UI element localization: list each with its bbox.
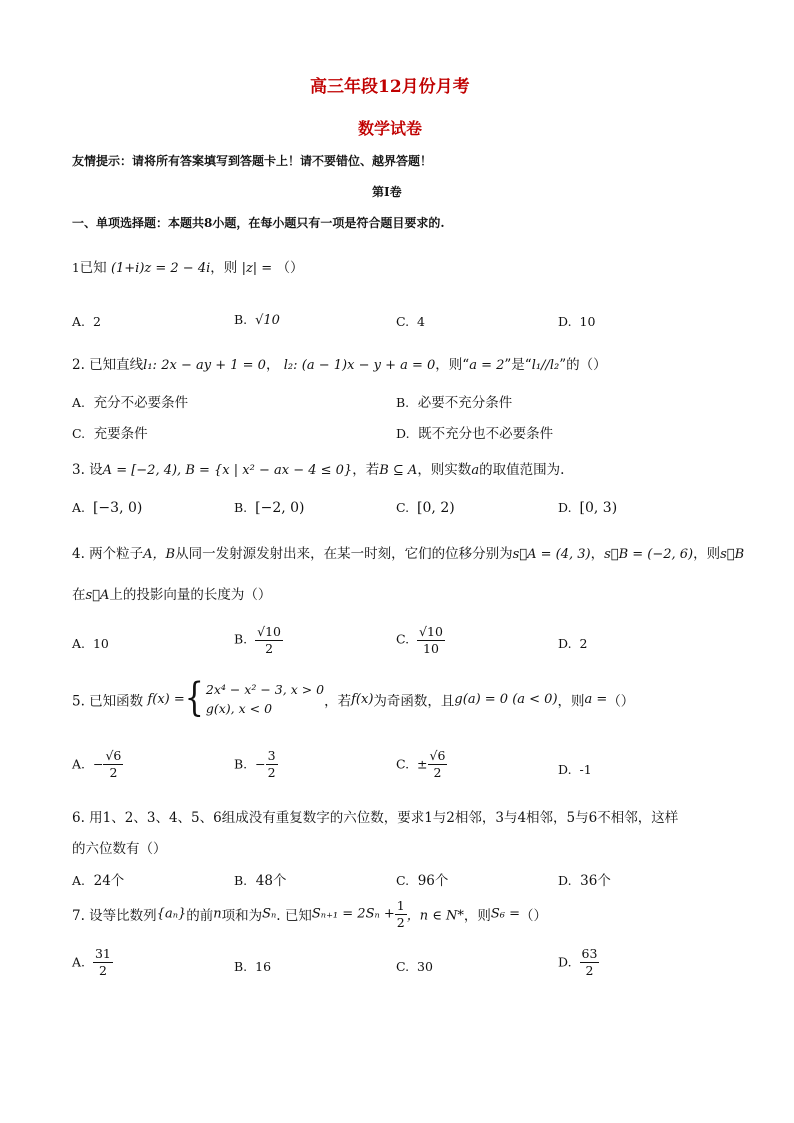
- q2-option-c: C. 充要条件: [72, 426, 148, 442]
- fraction: $\frac{√10}{10}$: [419, 624, 443, 656]
- q5-option-a: A. − $\frac{√6}{2}$: [72, 748, 122, 780]
- q6-option-c: C. 96个: [396, 873, 449, 889]
- question-5: 5. 已知函数 f(x) ={ 2x⁴ − x² − 3, x > 0 g(x), x < 0 ，若f(x)为奇函数，且g(a) = 0 (a < 0)，则a =（）: [72, 675, 635, 722]
- question-2: 2. 已知直线l₁: 2x − ay + 1 = 0， l₂: (a − 1)x − y + a = 0，则“a = 2”是“l₁//l₂”的（）: [72, 357, 607, 373]
- q7-option-b: B. 16: [234, 959, 272, 974]
- q3-option-c: C. [0, 2): [396, 500, 455, 516]
- question-4-line-2: 在s⃗A上的投影向量的长度为（）: [72, 587, 272, 603]
- modulus: |z| =: [241, 261, 273, 276]
- fraction: $\frac{3}{2}$: [267, 748, 276, 780]
- q4-option-c: C. $\frac{√10}{10}$: [396, 624, 443, 656]
- q6-option-b: B. 48个: [234, 873, 287, 889]
- equation: (1+i)z = 2 − 4i: [110, 261, 211, 276]
- fraction: $\frac{1}{2}$: [396, 898, 405, 930]
- q1-option-c: C. 4: [396, 314, 425, 329]
- question-6-line-2: 的六位数有（）: [72, 841, 167, 857]
- fraction: $\frac{63}{2}$: [581, 946, 598, 978]
- q4-option-a: A. 10: [72, 636, 109, 651]
- q7-option-d: D. $\frac{63}{2}$: [558, 946, 598, 978]
- q4-option-b: B. $\frac{√10}{2}$: [234, 624, 281, 656]
- q5-option-b: B. − $\frac{3}{2}$: [234, 748, 276, 780]
- question-4-line-1: 4. 两个粒子A，B从同一发射源发射出来，在某一时刻，它们的位移分别为s⃗A = (4, 3)，s⃗B = (−2, 6)，则s⃗B: [72, 546, 745, 562]
- q4-option-d: D. 2: [558, 636, 588, 651]
- q3-option-d: D. [0, 3): [558, 500, 618, 516]
- fraction: $\frac{√10}{2}$: [257, 624, 281, 656]
- brace: {: [184, 675, 204, 722]
- q3-option-a: A. [−3, 0): [72, 500, 143, 516]
- question-3: 3. 设A = [−2, 4), B = {x | x² − ax − 4 ≤ 0}，若B ⊆ A，则实数a的取值范围为.: [72, 462, 565, 478]
- piecewise-cases: 2x⁴ − x² − 3, x > 0 g(x), x < 0: [205, 682, 325, 717]
- q1-option-d: D. 10: [558, 314, 596, 329]
- volume-label: 第Ⅰ卷: [372, 185, 402, 199]
- q2-option-a: A. 充分不必要条件: [72, 395, 189, 411]
- exam-title: 高三年段12月份月考: [310, 77, 470, 97]
- q7-option-a: A. $\frac{31}{2}$: [72, 946, 111, 978]
- q6-option-d: D. 36个: [558, 873, 611, 889]
- q2-option-b: B. 必要不充分条件: [396, 395, 513, 411]
- question-number: 1: [72, 261, 80, 275]
- fraction: $\frac{31}{2}$: [94, 946, 111, 978]
- fraction: $\frac{√6}{2}$: [105, 748, 122, 780]
- q7-option-c: C. 30: [396, 959, 433, 974]
- q2-option-d: D. 既不充分也不必要条件: [396, 426, 554, 442]
- exam-subtitle: 数学试卷: [358, 119, 423, 138]
- q6-option-a: A. 24个: [72, 873, 125, 889]
- q1-option-b: B. √10: [234, 312, 280, 328]
- notice: 友情提示：请将所有答案填写到答题卡上！请不要错位、越界答题！: [72, 154, 433, 168]
- question-7: 7. 设等比数列{aₙ}的前n项和为Sₙ. 已知Sₙ₊₁ = 2Sₙ + $\frac{1}{2}$ ，n ∈ N*，则S₆ =（）: [72, 898, 548, 930]
- question-1: 1已知 (1+i)z = 2 − 4i，则 |z| = （）: [72, 260, 304, 276]
- q1-option-a: A. 2: [72, 314, 101, 329]
- question-6-line-1: 6. 用1、2、3、4、5、6组成没有重复数字的六位数，要求1与2相邻，3与4相邻，5与6不相邻，这样: [72, 810, 679, 826]
- q5-option-c: C. ± $\frac{√6}{2}$: [396, 748, 446, 780]
- section-heading: 一、单项选择题：本题共8小题，在每小题只有一项是符合题目要求的.: [72, 216, 445, 230]
- fraction: $\frac{√6}{2}$: [429, 748, 446, 780]
- q5-option-d: D. -1: [558, 762, 592, 777]
- q3-option-b: B. [−2, 0): [234, 500, 305, 516]
